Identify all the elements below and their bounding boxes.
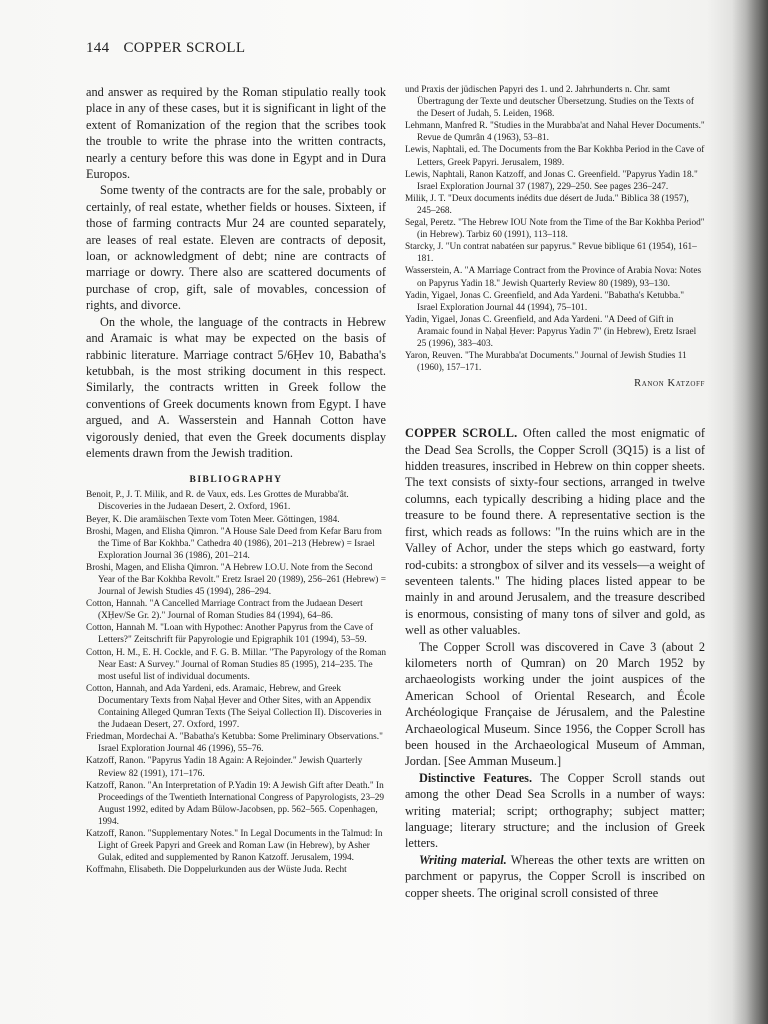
bibliography-entry: Starcky, J. "Un contrat nabatéen sur papyrus." Revue biblique 61 (1954), 161–181. [405,242,697,265]
running-head [86,40,245,57]
right-column [405,84,705,901]
bibliography-entry: Wasserstein, A. "A Marriage Contract from the Province of Arabia Nova: Notes on Papyrus Yadin 18." Jewish Quarterly Review 80 (1989), 93–130. [405,266,702,289]
body-paragraph: Some twenty of the contracts are for the sale, probably or certainly, of real estate, whether fields or houses. Sixteen, if those of farming contracts Mur 24 are counted separately, are leases of real estate. Eleven are contracts of deposit, loan, or acknowledgment of debt; nine are contracts of marriage or dowry. There also are scattered documents of purchase of crop, gift, sale of movables, concession of rights, and divorce. [86,183,386,313]
subsection-text: Whereas the other texts are written on parchment or papyrus, the Copper Scroll is inscribed on copper sheets. The original scroll consisted of three [405,852,706,900]
bibliography-entry: Katzoff, Ranon. "An Interpretation of P.Yadin 19: A Jewish Gift after Death." In Proceedings of the Twentieth International Congress of Papyrologists, 23–29 August 1992, edited by Adam Bülow-Jacobsen, pp. 562–565. Copenhagen, 1994. [86,780,385,827]
bibliography-entry: Cotton, H. M., E. H. Cockle, and F. G. B. Millar. "The Papyrology of the Roman Near East: A Survey." Journal of Roman Studies 85 (1995), 214–235. The most useful list of individual documents. [86,647,387,682]
bibliography-entry: Broshi, Magen, and Elisha Qimron. "A Hebrew I.O.U. Note from the Second Year of the Bar Kokhba Revolt." Eretz Israel 20 (1989), 256–261 (Hebrew) = Journal of Jewish Studies 45 (1994), 286–294. [86,562,386,598]
author-signature: Ranon Katzoff [634,378,705,390]
bibliography-heading: BIBLIOGRAPHY [189,475,283,486]
bibliography-entry: Beyer, K. Die aramäischen Texte vom Toten Meer. Göttingen, 1984. [86,514,340,525]
bibliography-list [86,489,386,876]
bibliography-entry: Lewis, Naphtali, Ranon Katzoff, and Jonas C. Greenfield. "Papyrus Yadin 18." Israel Exploration Journal 37 (1987), 229–250. See pages 236–247. [405,169,698,192]
body-paragraph: The Copper Scroll was discovered in Cave 3 (about 2 kilometers north of Qumran) on 20 March 1952 by archaeologists working under the joint auspices of the American School of Oriental Research, and École Archéologique Française de Jérusalem, and the Palestine Archaeological Museum. Since 1956, the Copper Scroll has been housed in the Archaeological Museum of Amman, Jordan. [See Amman Museum.] [405,639,705,769]
features-paragraph [405,770,705,852]
article-separator [405,389,705,425]
left-column [86,84,386,876]
page-number: 144 [86,40,110,56]
article-title: COPPER SCROLL. [405,426,518,441]
bibliography-entry: Yadin, Yigael, Jonas C. Greenfield, and Ada Yardeni. "Babatha's Ketubba." Israel Exploration Journal 44 (1994), 75–101. [405,290,685,313]
bibliography-entry: Benoit, P., J. T. Milik, and R. de Vaux, eds. Les Grottes de Murabba'ât. Discoveries in the Judaean Desert, 2. Oxford, 1961. [86,490,349,513]
bibliography-entry: Koffmahn, Elisabeth. Die Doppelurkunden aus der Wüste Juda. Recht [86,865,347,876]
bibliography-entry: Milik, J. T. "Deux documents inédits due désert de Juda." Biblica 38 (1957), 245–268. [405,193,689,216]
article-intro-text: Often called the most enigmatic of the Dead Sea Scrolls, the Copper Scroll (3Q15) is a list of hidden treasures, inscribed in Hebrew on thin copper sheets. The text consists of sixty-four sections, arranged in twelve columns, each typically describing a hiding place and the treasure to be found there. A representative section is the first, which reads as follows: "In the ruins which are in the Valley of Achor, under the steps which go eastward, forty rod-cubits: a strongbox of silver and its vessels—a weight of seventeen talents." The hiding places listed appear to be mainly in and around Jerusalem, and the treasure described is enormous, consisting of many tons of silver and gold, as well as other valuables. [405,426,705,638]
writing-material-paragraph [405,852,705,901]
body-paragraph: On the whole, the language of the contracts in Hebrew and Aramaic is what may be expected on the basis of rabbinic literature. Marriage contract 5/6Ḥev 10, Babatha's ketubbah, is the most striking document in this respect. Similarly, the contracts written in Greek follow the conventions of Greek documents known from Egypt. I have argued, and A. Wasserstein and Hannah Cotton have vigorously denied, that even the Greek documents display elements drawn from the Jewish tradition. [86,314,386,460]
subsection-heading: Writing material. [419,852,507,867]
bibliography-entry: Yadin, Yigael, Jonas C. Greenfield, and Ada Yardeni. "A Deed of Gift in Aramaic found in Naḥal Ḥever: Papyrus Yadin 7" (in Hebrew), Eretz Israel 25 (1996), 383–403. [405,314,697,349]
section-text: The Copper Scroll stands out among the other Dead Sea Scrolls in a number of ways: writing material; script; orthography; subject matter; language; literary structure; and the inclusion of Greek letters. [405,770,705,851]
bibliography-entry: Katzoff, Ranon. "Papyrus Yadin 18 Again: A Rejoinder." Jewish Quarterly Review 82 (1991), 171–176. [86,756,363,779]
bibliography-entry: Katzoff, Ranon. "Supplementary Notes." In Legal Documents in the Talmud: In Light of Greek Papyri and Greek and Roman Law (in Hebrew), by Asher Gulak, edited and supplemented by Ranon Katzoff. Jerusalem, 1994. [86,828,383,864]
bibliography-entry: Segal, Peretz. "The Hebrew IOU Note from the Time of the Bar Kokhba Period" (in Hebrew). Tarbiz 60 (1991), 113–118. [405,218,705,241]
bibliography-entry: Cotton, Hannah, and Ada Yardeni, eds. Aramaic, Hebrew, and Greek Documentary Texts from Naḥal Ḥever and Other Sites, with an Appendix Containing Alleged Qumran Texts (The Seiyal Collection II). Discoveries in the Judaean Desert, 27. Oxford, 1997. [86,683,382,731]
bibliography-list-continued [405,84,705,374]
article-intro-paragraph [405,425,705,638]
bibliography-entry: und Praxis der jüdischen Papyri des 1. und 2. Jahrhunderts n. Chr. samt Übertragung der Texte und deutscher Übersetzung. Studies on the Texts of the Desert of Judah, 5. Leiden, 1968. [405,85,694,120]
bibliography-entry: Yaron, Reuven. "The Murabba'at Documents." Journal of Jewish Studies 11 (1960), 157–171. [405,351,687,374]
section-heading: Distinctive Features. [419,770,533,785]
bibliography-entry: Cotton, Hannah M. "Loan with Hypothec: Another Papyrus from the Cave of Letters?" Zeitschrift für Papyrologie und Epigraphik 101 (1994), 53–59. [86,623,374,646]
bibliography-entry: Cotton, Hannah. "A Cancelled Marriage Contract from the Judaean Desert (XḤev/Se Gr. 2)." Journal of Roman Studies 84 (1994), 64–86. [86,599,363,622]
running-title: COPPER SCROLL [123,40,246,56]
body-paragraph: and answer as required by the Roman stipulatio really took place in any of these cases, but it is significant in light of the extent of Romanization of the region that the scribes took the trouble to write the phrase into the written contracts, nearly a century before this was done in Egypt and in Dura Europos. [86,85,386,182]
book-spine-shadow [732,0,768,1024]
bibliography-entry: Lehmann, Manfred R. "Studies in the Murabba'at and Nahal Hever Documents." Revue de Qumrân 4 (1963), 53–81. [405,121,705,144]
bibliography-entry: Broshi, Magen, and Elisha Qimron. "A House Sale Deed from Kefar Baru from the Time of Bar Kokhba." Cathedra 40 (1986), 201–213 (Hebrew) = Israel Exploration Journal 36 (1986), 201–214. [86,526,382,561]
bibliography-entry: Friedman, Mordechai A. "Babatha's Ketubba: Some Preliminary Observations." Israel Exploration Journal 46 (1996), 55–76. [86,732,383,755]
bibliography-entry: Lewis, Naphtali, ed. The Documents from the Bar Kokhba Period in the Cave of Letters, Greek Papyri. Jerusalem, 1989. [405,145,705,168]
